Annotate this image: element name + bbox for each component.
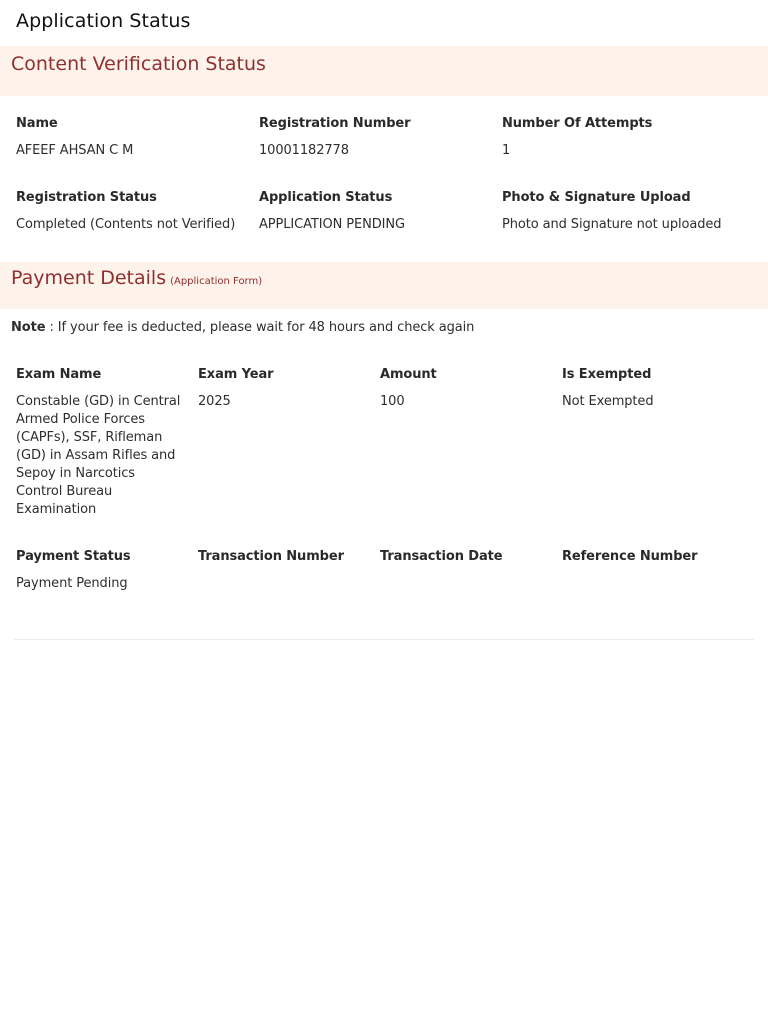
application-status-value: APPLICATION PENDING xyxy=(259,217,405,232)
attempts-value: 1 xyxy=(502,143,511,158)
verification-section-header xyxy=(0,46,768,96)
application-status-label: Application Status xyxy=(259,190,393,205)
registration-status-label: Registration Status xyxy=(16,190,157,205)
transaction-date-label: Transaction Date xyxy=(380,549,503,564)
exam-name-value: Constable (GD) in Central Armed Police Forces (CAPFs), SSF, Rifleman (GD) in Assam Rifles and Sepoy in Narcotics Control Bureau Examination xyxy=(16,394,181,517)
is-exempted-value: Not Exempted xyxy=(562,394,654,409)
exam-year-value: 2025 xyxy=(198,394,231,409)
payment-status-label: Payment Status xyxy=(16,549,131,564)
exam-name-field xyxy=(16,366,184,519)
amount-label: Amount xyxy=(380,367,437,382)
photo-signature-field xyxy=(502,189,762,234)
name-value: AFEEF AHSAN C M xyxy=(16,143,134,158)
name-field xyxy=(16,115,236,160)
note-text: : If your fee is deducted, please wait for 48 hours and check again xyxy=(45,320,475,335)
exam-year-label: Exam Year xyxy=(198,367,274,382)
payment-section-title-wrap xyxy=(11,267,262,289)
transaction-number-field xyxy=(198,548,373,575)
registration-status-field xyxy=(16,189,256,234)
payment-status-value: Payment Pending xyxy=(16,576,128,591)
reference-number-label: Reference Number xyxy=(562,549,698,564)
registration-number-field xyxy=(259,115,489,160)
photo-signature-value: Photo and Signature not uploaded xyxy=(502,217,722,232)
photo-signature-label: Photo & Signature Upload xyxy=(502,190,691,205)
payment-note xyxy=(11,320,474,335)
amount-value: 100 xyxy=(380,394,405,409)
bottom-divider xyxy=(14,639,754,640)
reference-number-field xyxy=(562,548,757,575)
exam-name-label: Exam Name xyxy=(16,367,102,382)
payment-section-subtitle: (Application Form) xyxy=(170,276,263,287)
registration-number-value: 10001182778 xyxy=(259,143,349,158)
attempts-field xyxy=(502,115,752,160)
page-title: Application Status xyxy=(16,10,191,32)
is-exempted-field xyxy=(562,366,752,411)
registration-number-label: Registration Number xyxy=(259,116,411,131)
note-label: Note xyxy=(11,320,46,335)
transaction-date-field xyxy=(380,548,555,575)
transaction-number-label: Transaction Number xyxy=(198,549,344,564)
exam-year-field xyxy=(198,366,368,411)
amount-field xyxy=(380,366,550,411)
payment-section-title: Payment Details xyxy=(11,267,167,289)
payment-status-field xyxy=(16,548,186,593)
registration-status-value: Completed (Contents not Verified) xyxy=(16,217,236,232)
name-label: Name xyxy=(16,116,58,131)
attempts-label: Number Of Attempts xyxy=(502,116,653,131)
application-status-field xyxy=(259,189,489,234)
payment-section-header xyxy=(0,262,768,309)
is-exempted-label: Is Exempted xyxy=(562,367,652,382)
verification-section-title: Content Verification Status xyxy=(11,53,266,75)
